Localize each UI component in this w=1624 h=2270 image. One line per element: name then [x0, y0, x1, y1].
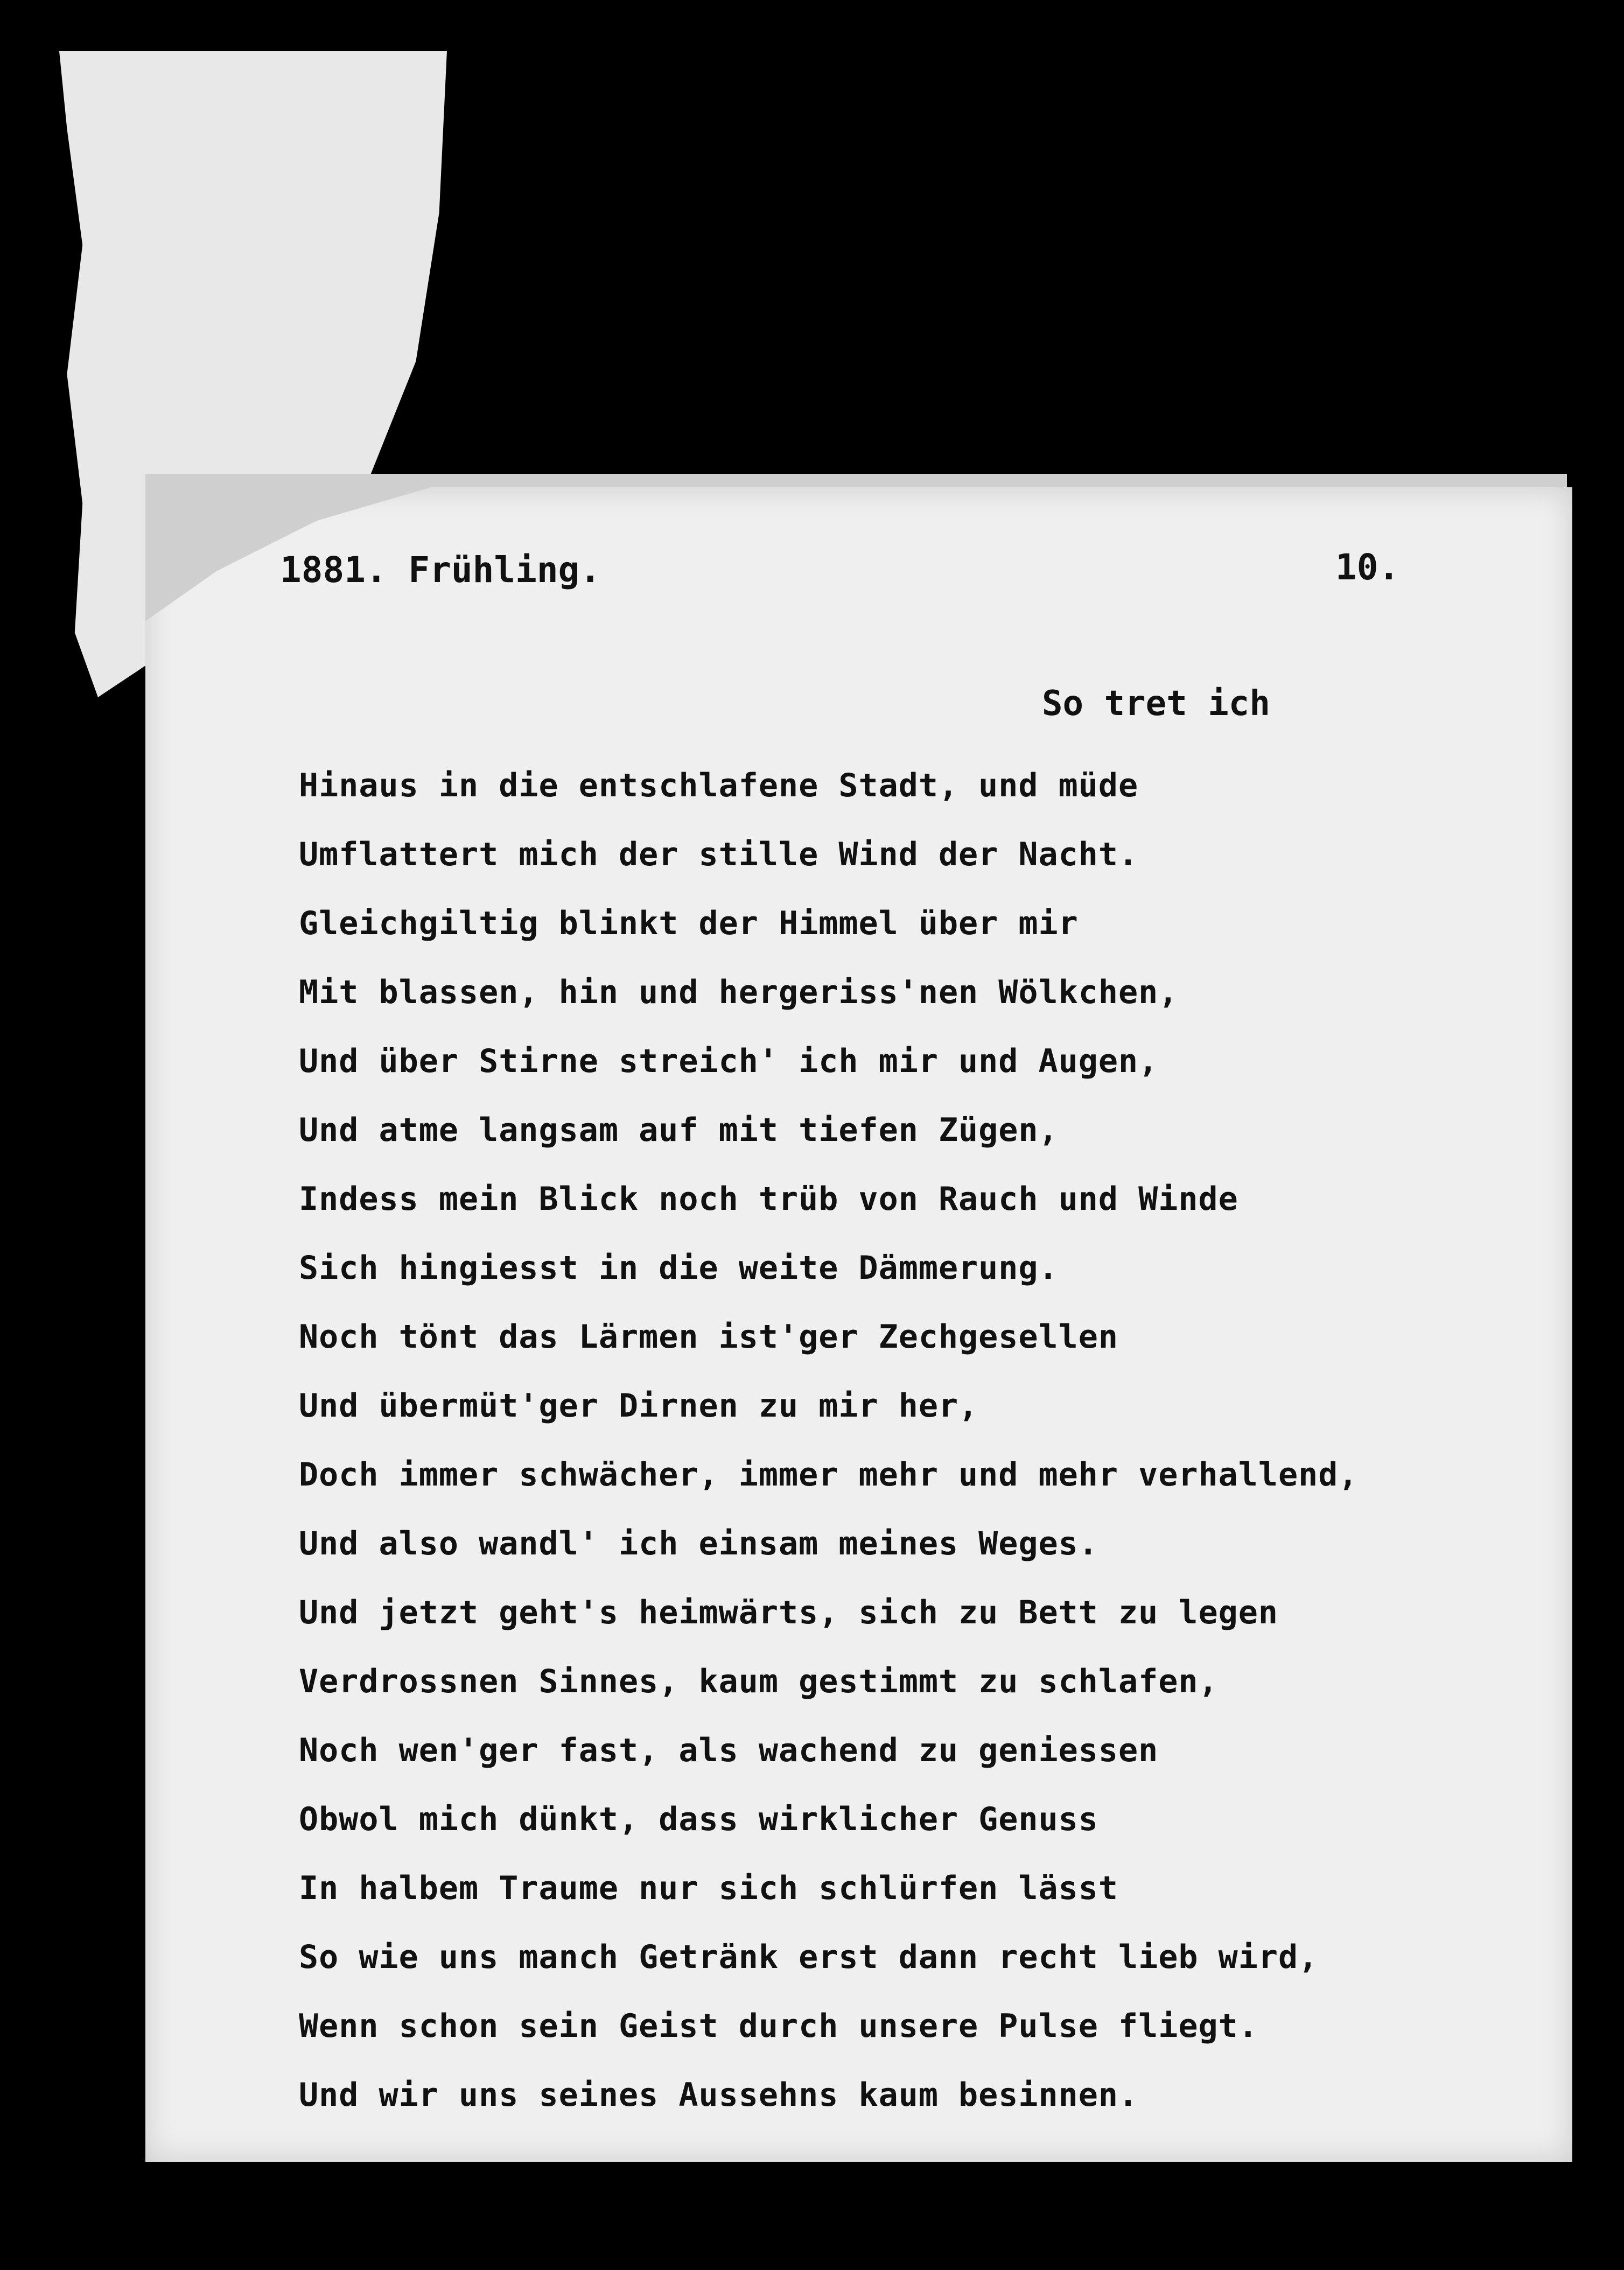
verse-line: Wenn schon sein Geist durch unsere Pulse fliegt. [299, 2007, 1258, 2045]
verse-line: Verdrossnen Sinnes, kaum gestimmt zu schlafen, [299, 1663, 1219, 1700]
verse-line: Und atme langsam auf mit tiefen Zügen, [299, 1111, 1059, 1149]
verse-line: Und übermüt'ger Dirnen zu mir her, [299, 1387, 979, 1425]
verse-line: Und über Stirne streich' ich mir und Augen, [299, 1042, 1159, 1080]
verse-line: Indess mein Blick noch trüb von Rauch und Winde [299, 1180, 1238, 1218]
verse-line: Und jetzt geht's heimwärts, sich zu Bett zu legen [299, 1594, 1279, 1631]
verse-line: In halbem Traume nur sich schlürfen lässt [299, 1869, 1119, 1907]
verse-line: Gleichgiltig blinkt der Himmel über mir [299, 905, 1079, 942]
verse-line: Und wir uns seines Aussehns kaum besinnen. [299, 2076, 1139, 2114]
verse-line: Noch wen'ger fast, als wachend zu geniessen [299, 1732, 1159, 1769]
verse-line: So wie uns manch Getränk erst dann recht lieb wird, [299, 1938, 1319, 1976]
verse-line: Mit blassen, hin und hergeriss'nen Wölkchen, [299, 973, 1179, 1011]
verse-line: Noch tönt das Lärmen ist'ger Zechgesellen [299, 1318, 1119, 1356]
verse-line: Doch immer schwächer, immer mehr und mehr verhallend, [299, 1456, 1359, 1494]
verse-lines [299, 751, 1537, 2129]
verse-line: Sich hingiesst in die weite Dämmerung. [299, 1249, 1059, 1287]
verse-line: Obwol mich dünkt, dass wirklicher Genuss [299, 1800, 1098, 1838]
verse-opening: So tret ich [1042, 684, 1270, 724]
verse-line: Umflattert mich der stille Wind der Nacht. [299, 836, 1139, 873]
verse-line: Hinaus in die entschlafene Stadt, und müde [299, 767, 1139, 804]
verse-line: Und also wandl' ich einsam meines Weges. [299, 1525, 1098, 1563]
page-number: 10. [1335, 547, 1400, 588]
document-heading: 1881. Frühling. [280, 549, 601, 591]
